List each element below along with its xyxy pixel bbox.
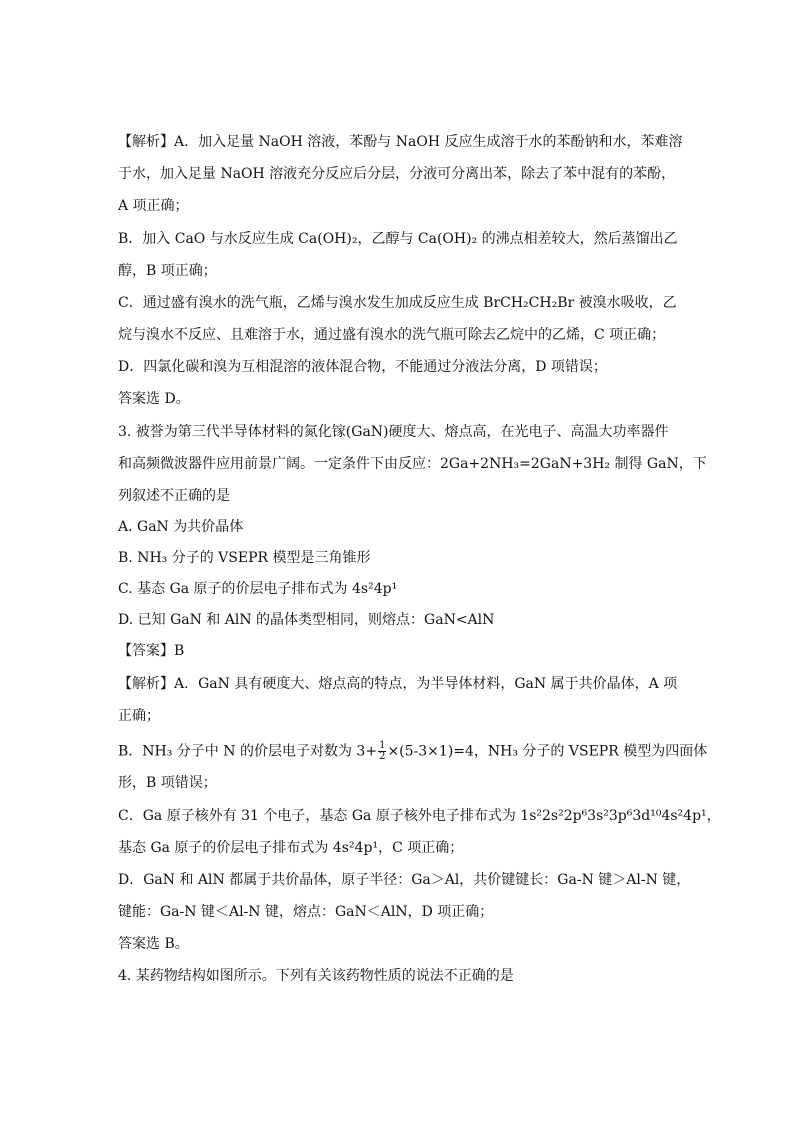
- q3-answer: 【答案】B: [118, 643, 185, 659]
- q2-analysis-d-line1: D．四氯化碳和溴为互相混溶的液体混合物，不能通过分液法分离，D 项错误；: [118, 359, 607, 375]
- q2-analysis-b-line1: B．加入 CaO 与水反应生成 Ca(OH)₂，乙醇与 Ca(OH)₂ 的沸点相差较大，然后蒸馏出乙: [118, 231, 678, 247]
- fraction-one-half: $\frac{1}{2}$: [379, 740, 386, 762]
- q2-analysis-a-line2: 于水，加入足量 NaOH 溶液充分反应后分层，分液可分离出苯，除去了苯中混有的苯酚，: [118, 166, 676, 182]
- q2-analysis-c-line2: 烷与溴水不反应、且难溶于水，通过盛有溴水的洗气瓶可除去乙烷中的乙烯，C 项正确；: [118, 327, 666, 343]
- q4-stem: 4. 某药物结构如图所示。下列有关该药物性质的说法不正确的是: [118, 968, 514, 984]
- q3-stem-line2: 和高频微波器件应用前景广阔。一定条件下由反应：2Ga+2NH₃=2GaN+3H₂ 制得 GaN，下: [118, 456, 707, 472]
- analysis-tag: 【解析】: [118, 676, 174, 692]
- q3-option-c: C. 基态 Ga 原子的价层电子排布式为 4s²4p¹: [118, 581, 398, 597]
- q3-analysis-c-line1: C．Ga 原子核外有 31 个电子，基态 Ga 原子核外电子排布式为 1s²2s²2p⁶3s²3p⁶3d¹⁰4s²4p¹，: [118, 808, 721, 824]
- q3-analysis-d-line1: D．GaN 和 AlN 都属于共价晶体，原子半径：Ga＞Al，共价键键长：Ga-N 键＞Al-N 键，: [118, 872, 691, 888]
- q2-conclusion: 答案选 D。: [118, 391, 190, 407]
- q3-option-a: A. GaN 为共价晶体: [118, 519, 244, 535]
- q2-analysis-b-line2: 醇，B 项正确；: [118, 263, 217, 279]
- q2-analysis-a-line1: 【解析】A．加入足量 NaOH 溶液，苯酚与 NaOH 反应生成溶于水的苯酚钠和水，苯难溶: [118, 134, 683, 150]
- q3-conclusion: 答案选 B。: [118, 936, 189, 952]
- q3-analysis-d-line2: 键能：Ga-N 键＜Al-N 键，熔点：GaN＜AlN，D 项正确；: [118, 904, 494, 920]
- q2-analysis-a-line3: A 项正确；: [118, 198, 189, 214]
- q3-analysis-a-line1: 【解析】A．GaN 具有硬度大、熔点高的特点，为半导体材料，GaN 属于共价晶体，A 项: [118, 676, 678, 692]
- q2-analysis-c-line1: C．通过盛有溴水的洗气瓶，乙烯与溴水发生加成反应生成 BrCH₂CH₂Br 被溴水吸收，乙: [118, 295, 677, 311]
- q3-option-d: D. 已知 GaN 和 AlN 的晶体类型相同，则熔点：GaN<AlN: [118, 612, 495, 628]
- q3-option-b: B. NH₃ 分子的 VSEPR 模型是三角锥形: [118, 550, 371, 566]
- q3-analysis-a-line2: 正确；: [118, 708, 160, 724]
- q3-stem-line1: 3. 被誉为第三代半导体材料的氮化镓(GaN)硬度大、熔点高，在光电子、高温大功率器件: [118, 424, 669, 440]
- q3-analysis-b-line1: B．NH₃ 分子中 N 的价层电子对数为 3+ $\frac{1}{2}$ ×(5-3×1)=4，NH₃ 分子的 VSEPR 模型为四面体: [118, 740, 708, 762]
- q3-analysis-c-line2: 基态 Ga 原子的价层电子排布式为 4s²4p¹，C 项正确；: [118, 840, 464, 856]
- q3-analysis-b-line2: 形，B 项错误；: [118, 775, 217, 791]
- q3-stem-line3: 列叙述不正确的是: [118, 488, 230, 504]
- analysis-tag: 【解析】: [118, 134, 174, 150]
